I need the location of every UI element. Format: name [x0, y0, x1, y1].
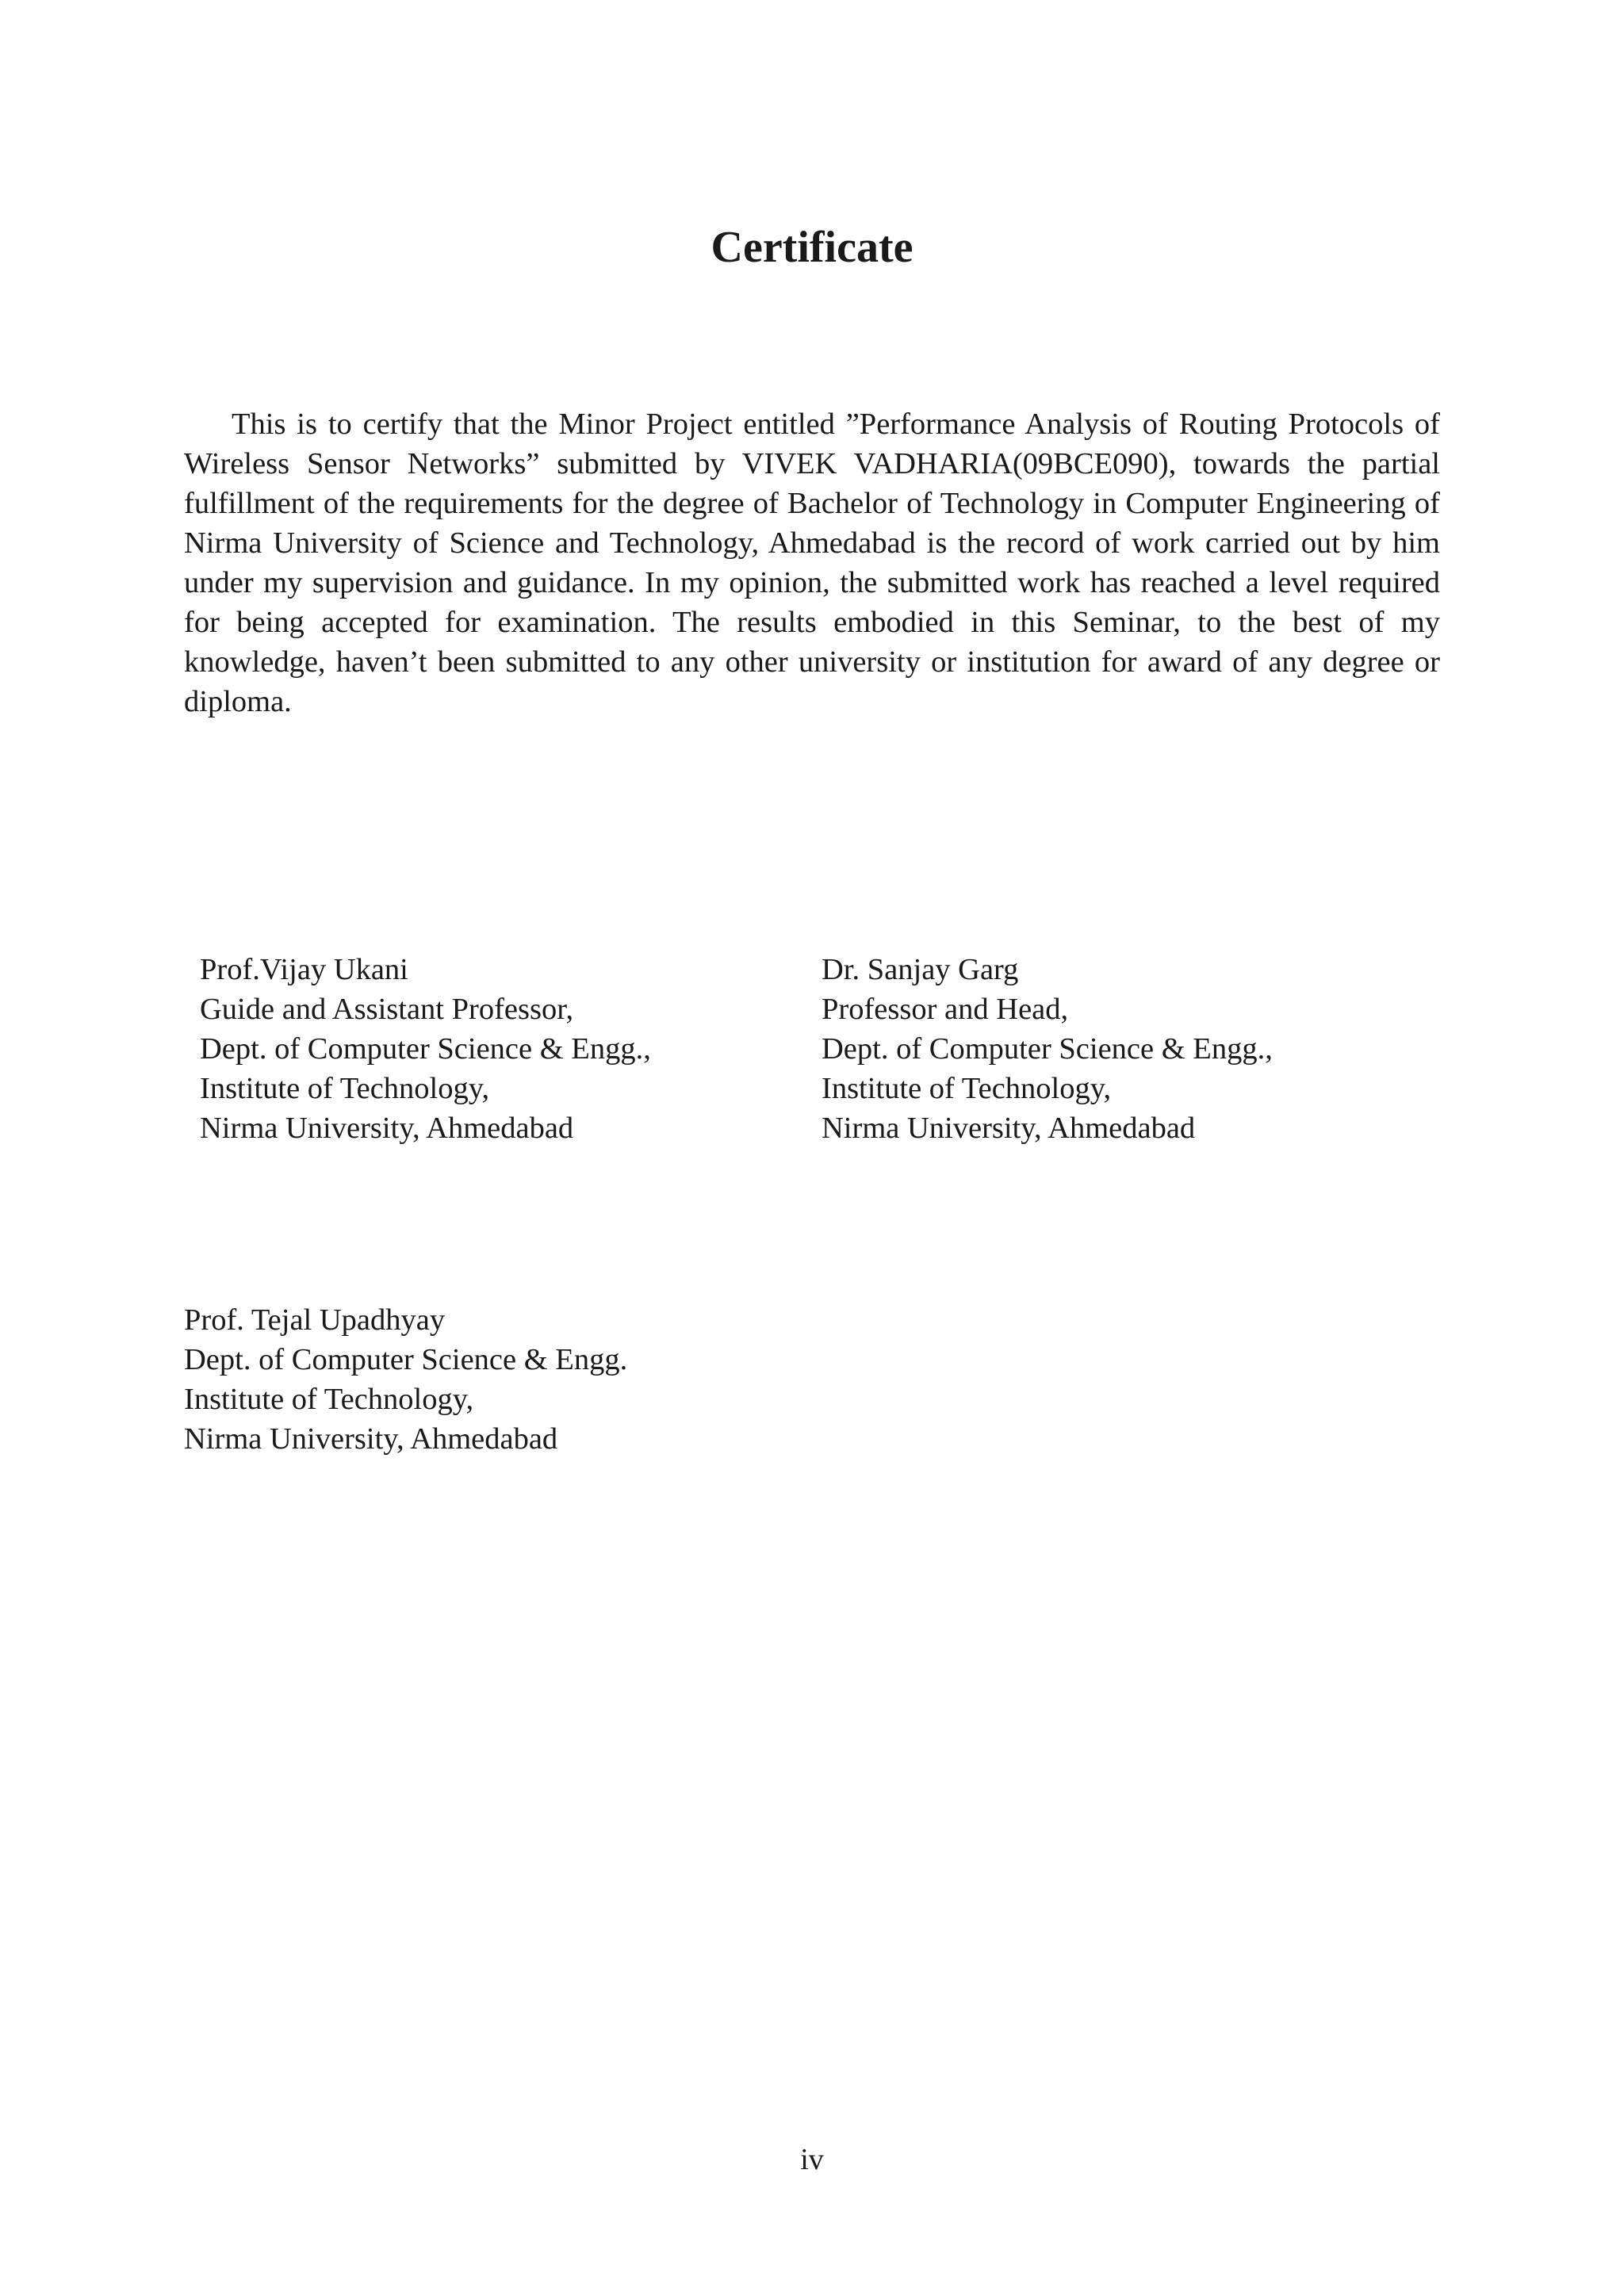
signatory-university: Nirma University, Ahmedabad — [822, 1112, 1196, 1145]
signatory-name: Prof.Vijay Ukani — [200, 953, 408, 986]
signatory-role: Guide and Assistant Professor, — [200, 993, 574, 1026]
signatory-role: Professor and Head, — [822, 993, 1069, 1026]
signatory-institute: Institute of Technology, — [200, 1072, 490, 1105]
signatory-head — [822, 950, 1273, 1148]
signatory-guide — [200, 950, 651, 1148]
signatory-university: Nirma University, Ahmedabad — [184, 1422, 558, 1456]
signatory-name: Prof. Tejal Upadhyay — [184, 1303, 446, 1337]
page-number: iv — [800, 2143, 824, 2176]
page-title: Certificate — [710, 223, 914, 272]
signatory-institute: Institute of Technology, — [822, 1072, 1112, 1105]
signatory-department: Dept. of Computer Science & Engg. — [184, 1343, 628, 1376]
signatory-faculty — [184, 1300, 627, 1459]
signatory-department: Dept. of Computer Science & Engg., — [822, 1032, 1273, 1066]
signatory-institute: Institute of Technology, — [184, 1383, 474, 1416]
signatory-name: Dr. Sanjay Garg — [822, 953, 1019, 986]
signatory-department: Dept. of Computer Science & Engg., — [200, 1032, 651, 1066]
certificate-body: This is to certify that the Minor Project entitled ”Performance Analysis of Routing Protocols of Wireless Sensor Networks” submitted by VIVEK VADHARIA(09BCE090), towards the partial fulfillment of the requirements for the degree of Bachelor of Technology in Computer Engineering of Nirma University of Science and Technology, Ahmedabad is the record of work carried out by him under my supervision and guidance. In my opinion, the submitted work has reached a level required for being accepted for examination. The results embodied in this Seminar, to the best of my knowledge, haven’t been submitted to any other university or institution for award of any degree or diploma. — [184, 408, 1440, 718]
signatory-university: Nirma University, Ahmedabad — [200, 1112, 574, 1145]
